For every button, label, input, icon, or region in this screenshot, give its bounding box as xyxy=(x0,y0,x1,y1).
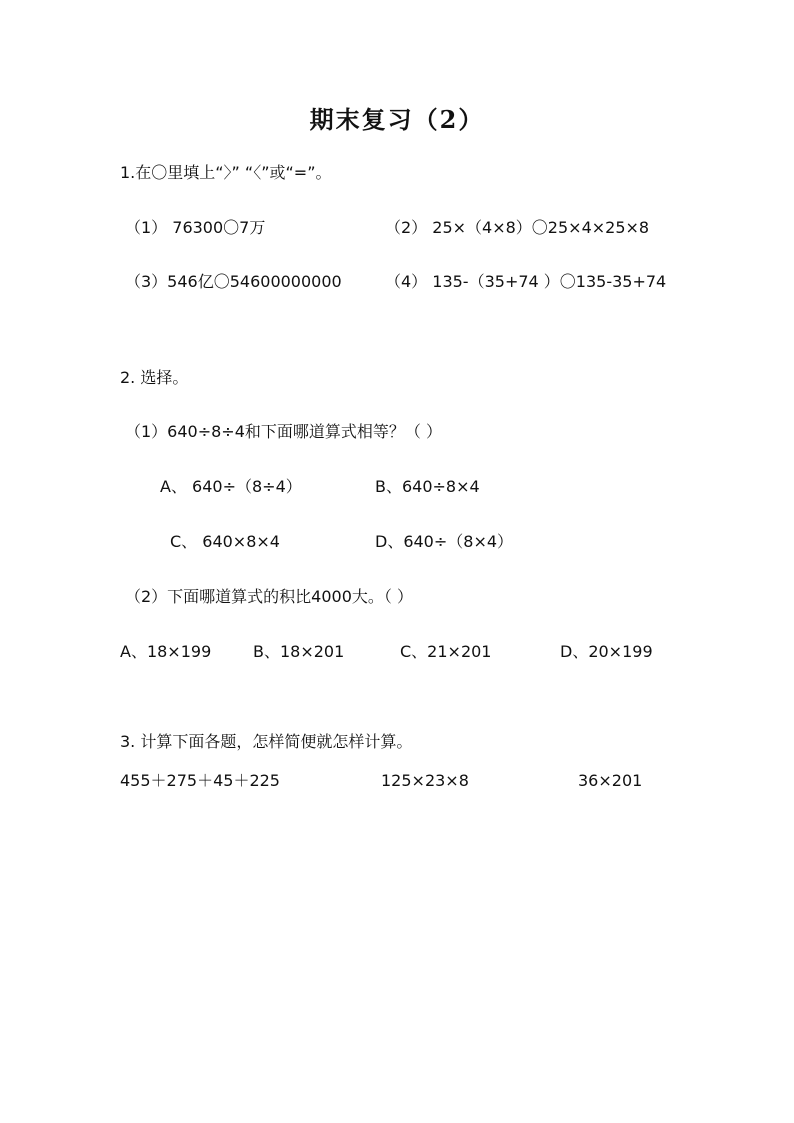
q2-sub1-option-a: A、 640÷（8÷4） xyxy=(160,477,302,496)
q1-heading: 1.在〇里填上“〉” “〈”或“=”。 xyxy=(120,163,332,182)
q2-sub1-option-b: B、640÷8×4 xyxy=(375,477,480,496)
q2-heading: 2. 选择。 xyxy=(120,368,189,387)
q2-sub2-question: （2）下面哪道算式的积比4000大。（ ） xyxy=(125,587,413,606)
q1-item-3: （3）546亿〇54600000000 xyxy=(125,272,342,291)
q2-sub2-option-b: B、18×201 xyxy=(253,642,345,661)
q1-item-1: （1） 76300〇7万 xyxy=(125,218,266,237)
q2-sub2-option-d: D、20×199 xyxy=(560,642,653,661)
q2-sub2-option-a: A、18×199 xyxy=(120,642,212,661)
q3-problem-3: 36×201 xyxy=(578,771,643,790)
q3-problem-1: 455＋275＋45＋225 xyxy=(120,771,280,790)
q3-heading: 3. 计算下面各题，怎样简便就怎样计算。 xyxy=(120,732,413,751)
q1-item-2: （2） 25×（4×8）〇25×4×25×8 xyxy=(385,218,650,237)
q2-sub2-option-c: C、21×201 xyxy=(400,642,492,661)
q2-sub1-question: （1）640÷8÷4和下面哪道算式相等？（ ） xyxy=(125,422,442,441)
q2-sub1-option-c: C、 640×8×4 xyxy=(170,532,280,551)
q3-problem-2: 125×23×8 xyxy=(381,771,469,790)
page-title: 期末复习（2） xyxy=(309,105,485,134)
q1-item-4: （4） 135-（35+74 ）〇135-35+74 xyxy=(385,272,667,291)
q2-sub1-option-d: D、640÷（8×4） xyxy=(375,532,514,551)
